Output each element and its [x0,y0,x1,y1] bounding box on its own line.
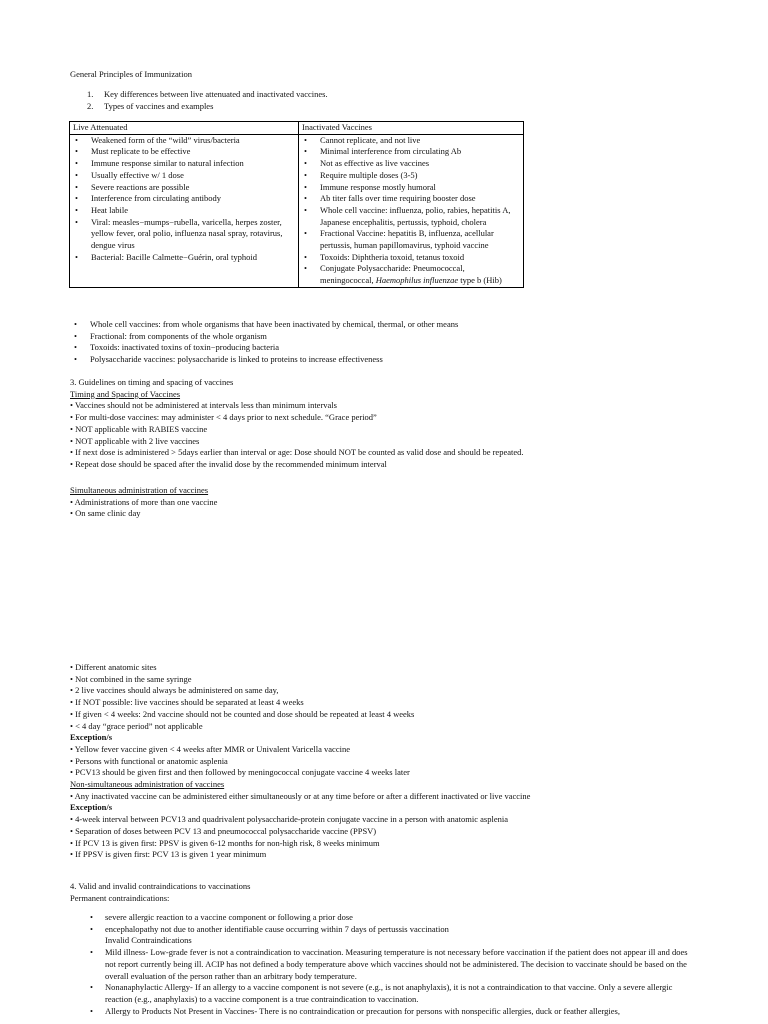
list-item: • Fractional: from components of the whole organism [72,331,542,343]
list-item: • Immune response mostly humoral [302,182,520,194]
exception-heading: Exception/s [70,732,113,743]
numbered-list [87,89,328,112]
document-title: General Principles of Immunization [70,69,193,79]
live-attenuated-cell [70,134,299,287]
simultaneous-section [70,485,217,520]
list-item: • 4-week interval between PCV13 and quadrivalent polysaccharide-protein conjugate vaccine in a person with anatomic asplenia [70,814,508,825]
list-item: • Not combined in the same syringe [70,673,192,684]
list-item: • Cannot replicate, and not live [302,135,520,147]
list-item: • 2 live vaccines should always be administered on same day, [70,685,279,696]
list-item: • Repeat dose should be spaced after the invalid dose by the recommended minimum interval [70,458,387,469]
list-item: • Persons with functional or anatomic asplenia [70,755,228,766]
table-header-inactivated: Inactivated Vaccines [299,122,524,135]
subsection-heading: Simultaneous administration of vaccines [70,485,209,495]
list-item: • On same clinic day [70,508,141,519]
list-item: • Any inactivated vaccine can be administered either simultaneously or at any time before or after a different inactivated or live vaccine [70,790,531,801]
list-item: • Usually effective w/ 1 dose [73,170,295,182]
vaccine-types-list [72,319,542,366]
list-item: • severe allergic reaction to a vaccine component or following a prior dose [88,912,698,924]
invalid-contraindications-label: Invalid Contraindications [105,935,192,946]
list-item: • NOT applicable with RABIES vaccine [70,423,208,434]
exception-heading: Exception/s [70,802,113,813]
list-item: • < 4 day “grace period” not applicable [70,720,203,731]
simultaneous-continued [70,662,530,861]
list-item: • Nonanaphylactic Allergy- If an allergy to a vaccine component is not severe (e.g., is not anaphylaxis), it is not a contraindication to that vaccine. Only a severe allergic reaction (e.g., anaphylaxis) to a vaccine component is a true contraindication to vaccination. [88,982,698,1005]
list-item: • Whole cell vaccines: from whole organisms that have been inactivated by chemical, thermal, or other means [72,319,542,331]
subsection-heading: Non-simultaneous administration of vaccines [70,779,225,790]
list-item: • Allergy to Products Not Present in Vaccines- There is no contraindication or precaution for persons with nonspecific allergies, duck or feather allergies, [88,1006,698,1018]
numbered-item: 1. Key differences between live attenuated and inactivated vaccines. [87,89,328,99]
list-item: • Toxoids: Diphtheria toxoid, tetanus toxoid [302,252,520,264]
list-item: • Polysaccharide vaccines: polysaccharide is linked to proteins to increase effectiveness [72,354,542,366]
subsection-heading: Timing and Spacing of Vaccines [70,388,181,399]
list-item: • Not as effective as live vaccines [302,158,520,170]
list-item: • Minimal interference from circulating Ab [302,146,520,158]
list-item: • Vaccines should not be administered at intervals less than minimum intervals [70,400,337,411]
list-item: • If PPSV is given first: PCV 13 is given 1 year minimum [70,849,267,860]
list-item: • Require multiple doses (3-5) [302,170,520,182]
list-item: • Different anatomic sites [70,662,157,672]
list-item: • Whole cell vaccine: influenza, polio, rabies, hepatitis A, Japanese encephalitis, pertussis, typhoid, cholera [302,205,520,228]
list-item: • encephalopathy not due to another identifiable cause occurring within 7 days of pertussis vaccination Invalid Contraindications [88,924,698,947]
inactivated-cell [299,134,524,287]
list-item: • Interference from circulating antibody [73,193,295,205]
list-item: • NOT applicable with 2 live vaccines [70,435,200,446]
numbered-item: 2. Types of vaccines and examples [87,100,214,111]
list-item: • Bacterial: Bacille Calmette−Guérin, oral typhoid [73,252,295,264]
list-item: • Severe reactions are possible [73,182,295,194]
list-item: • For multi-dose vaccines: may administer < 4 days prior to next schedule. “Grace period” [70,412,377,423]
list-item: • Weakened form of the “wild” virus/bacteria [73,135,295,147]
list-item: • If given < 4 weeks: 2nd vaccine should not be counted and dose should be repeated at least 4 weeks [70,708,415,719]
list-item: • Yellow fever vaccine given < 4 weeks after MMR or Univalent Varicella vaccine [70,743,350,754]
list-item: • Ab titer falls over time requiring booster dose [302,193,520,205]
list-item: • Separation of doses between PCV 13 and pneumococcal polysaccharide vaccine (PPSV) [70,825,377,836]
list-item: • Conjugate Polysaccharide: Pneumococcal, meningococcal, Haemophilus influenzae type b (Hib) [302,263,520,286]
list-item: • If PCV 13 is given first: PPSV is given 6-12 months for non-high risk, 8 weeks minimum [70,837,380,848]
list-item: • If NOT possible: live vaccines should be separated at least 4 weeks [70,697,304,708]
list-item: • Toxoids: inactivated toxins of toxin−producing bacteria [72,342,542,354]
list-item: • Viral: measles−mumps−rubella, varicella, herpes zoster, yellow fever, oral polio, influenza nasal spray, rotavirus, dengue virus [73,217,295,252]
subsection-heading: Permanent contraindications: [70,892,170,903]
list-item: • PCV13 should be given first and then followed by meningococcal conjugate vaccine 4 weeks later [70,767,410,778]
list-item: • If next dose is administered > 5days earlier than interval or age: Dose should NOT be counted as valid dose and should be repeated. [70,447,524,458]
list-item: • Must replicate to be effective [73,146,295,158]
table-header-live: Live Attenuated [70,122,299,135]
list-item: • Fractional Vaccine: hepatitis B, influenza, acellular pertussis, human papillomavirus, typhoid vaccine [302,228,520,251]
list-item: • Administrations of more than one vaccine [70,496,218,507]
section-heading: 4. Valid and invalid contraindications to vaccinations [70,881,251,891]
contraindications-list [88,912,698,1017]
section-3 [70,377,524,471]
list-item: • Heat labile [73,205,295,217]
vaccine-comparison-table [69,121,524,288]
list-item: • Mild illness- Low-grade fever is not a contraindication to vaccination. Measuring temperature is not necessary before vaccination if the patient does not appear ill and does not report currently being ill. ACIP has not defined a body temperature above which vaccines should not be administered. The decision to vaccinate should be based on the overall evaluation of the person rather than an arbitrary body temperature. [88,947,698,982]
list-item: • Immune response similar to natural infection [73,158,295,170]
section-4 [70,881,250,904]
section-heading: 3. Guidelines on timing and spacing of vaccines [70,377,234,387]
